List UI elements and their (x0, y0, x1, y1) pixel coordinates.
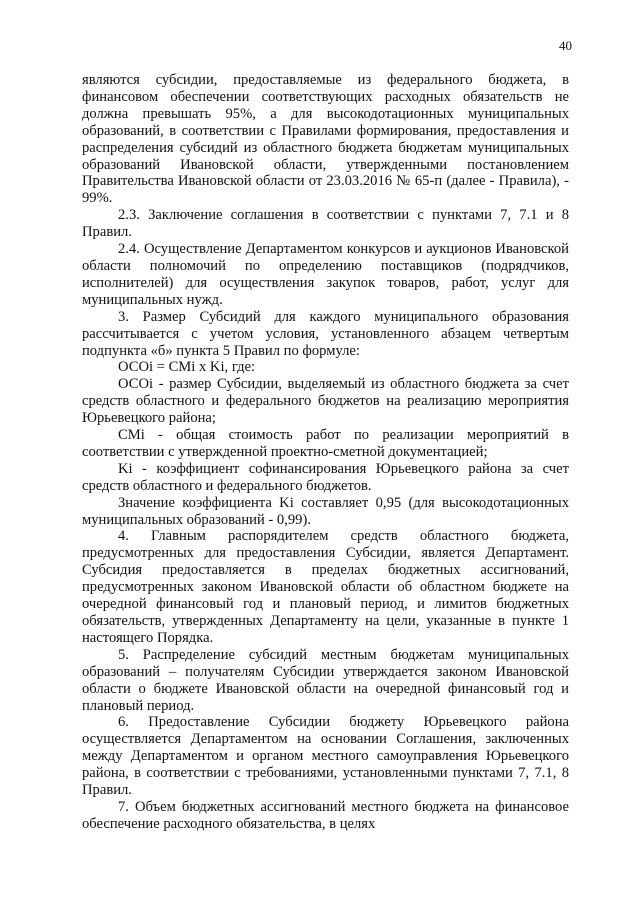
paragraph-5: 5. Распределение субсидий местным бюджетам муниципальных образований – получателям Субсидии утверждается законом Ивановской области о бюджете Ивановской области на очередной финансовый год и плановый период. (82, 646, 569, 714)
formula-definition-cm: CMi - общая стоимость работ по реализации мероприятий в соответствии с утвержденной проектно-сметной документацией; (82, 427, 569, 460)
paragraph-2-4: 2.4. Осуществление Департаментом конкурсов и аукционов Ивановской области полномочий по определению поставщиков (подрядчиков, исполнителей) для осуществления закупок товаров, работ, услуг для муниципальных нужд. (82, 241, 569, 308)
paragraph-continuation: являются субсидии, предоставляемые из федерального бюджета, в финансовом обеспечении соответствующих расходных обязательств не должна превышать 95%, а для высокодотационных муниципальных образований, в соответствии с Правилами формирования, предоставления и распределения субсидий из областного бюджета бюджетам муниципальных образований Ивановской области, утвержденными постановлением Правительства Ивановской области от 23.03.2016 № 65-п (далее - Правила), - 99%. (82, 72, 569, 207)
paragraph-2-3: 2.3. Заключение соглашения в соответствии с пунктами 7, 7.1 и 8 Правил. (82, 207, 569, 241)
page-number: 40 (559, 38, 572, 53)
formula-line: ОСОi = CMi x Ki, где: (118, 359, 256, 376)
paragraph-4: 4. Главным распорядителем средств областного бюджета, предусмотренных для предоставления Субсидии, является Департамент. Субсидия предоставляется в пределах бюджетных ассигнований, предусмотренных законом Ивановской области об областном бюджете на очередной финансовый год и плановый период, и лимитов бюджетных обязательств, утвержденных Департаменту на цели, указанные в пункте 1 настоящего Порядка. (82, 528, 569, 646)
paragraph-3: 3. Размер Субсидий для каждого муниципального образования рассчитывается с учетом условия, установленного абзацем четвертым подпункта «б» пункта 5 Правил по формуле: (82, 308, 569, 359)
formula-definition-oco: ОСОi - размер Субсидии, выделяемый из областного бюджета за счет средств областного и федерального бюджетов на реализацию мероприятия Юрьевецкого района; (82, 376, 569, 427)
formula-definition-k: Ki - коэффициент софинансирования Юрьевецкого района за счет средств областного и федерального бюджетов. (82, 460, 569, 494)
document-body (82, 72, 569, 833)
coefficient-value: Значение коэффициента Ki составляет 0,95 (для высокодотационных муниципальных образований - 0,99). (82, 494, 569, 528)
paragraph-7: 7. Объем бюджетных ассигнований местного бюджета на финансовое обеспечение расходного обязательства, в целях (82, 798, 569, 832)
paragraph-6: 6. Предоставление Субсидии бюджету Юрьевецкого района осуществляется Департаментом на основании Соглашения, заключенных между Департаментом и органом местного самоуправления Юрьевецкого района, в соответствии с требованиями, установленными пунктами 7, 7.1, 8 Правил. (82, 714, 569, 799)
